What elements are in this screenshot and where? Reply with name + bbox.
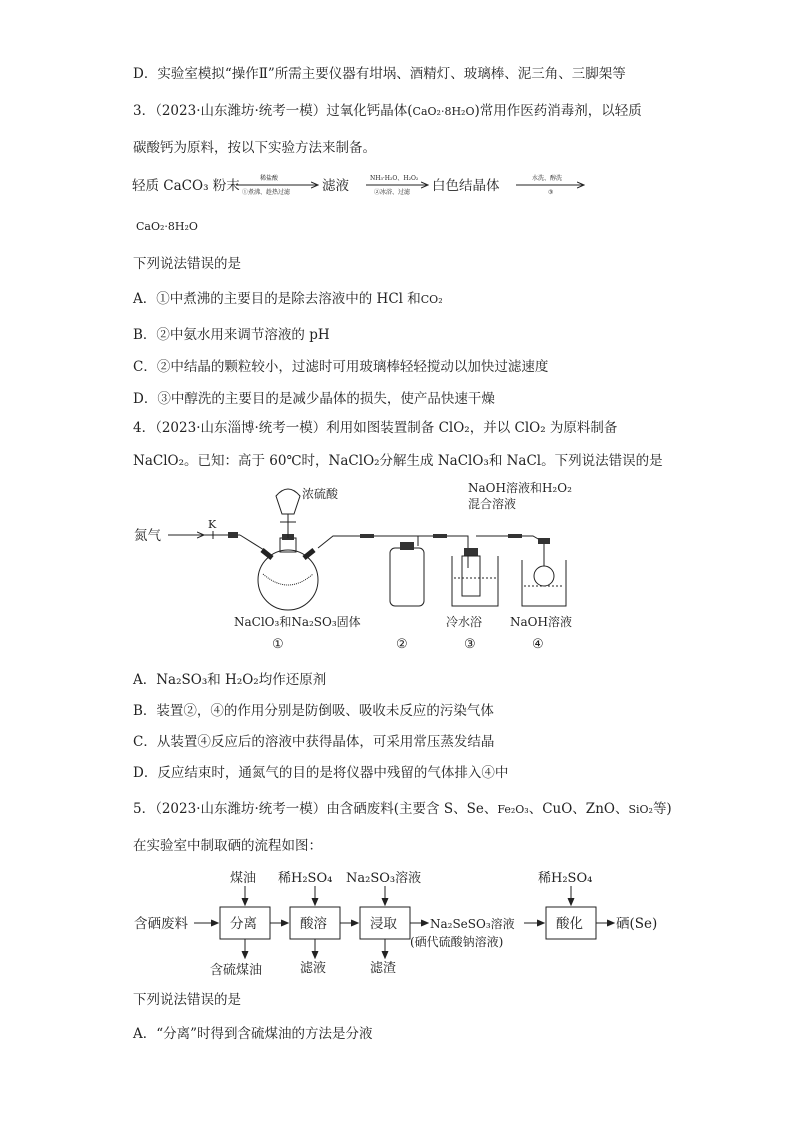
flow3-crystal: 白色结晶体 [432, 178, 500, 194]
solid-label: NaClO₃和Na₂SO₃固体 [234, 615, 361, 629]
box-leach: 浸取 [370, 916, 397, 932]
q3-option-a-text: A．①中煮沸的主要目的是除去溶液中的 HCl 和 [133, 291, 421, 307]
q5-formula-fe2o3: Fe₂O₃ [497, 803, 529, 816]
label-2: ② [396, 637, 408, 652]
flow3-arrow3-top: 水洗、醇洗 [532, 175, 563, 182]
reagent-kerosene: 煤油 [230, 871, 257, 886]
reagent-na2so3: Na₂SO₃溶液 [346, 871, 422, 886]
flow3-product: CaO₂·8H₂O [136, 220, 198, 233]
q3-flow-diagram [128, 168, 598, 236]
flow3-arrow2-bottom: ②冰浴、过滤 [374, 189, 411, 196]
output-residue: 滤渣 [370, 961, 397, 976]
question-3-stem-2: 碳酸钙为原料，按以下实验方法来制备。 [133, 140, 376, 156]
q4-option-d: D．反应结束时，通氮气的目的是将仪器中残留的气体排入④中 [133, 765, 509, 781]
product-se: 硒(Se) [616, 916, 658, 932]
q3-ask: 下列说法错误的是 [133, 256, 241, 272]
q4-apparatus-diagram [128, 478, 608, 656]
q4-option-c: C．从装置④反应后的溶液中获得晶体，可采用常压蒸发结晶 [133, 734, 495, 750]
option-d-prev: D．实验室模拟“操作Ⅱ”所需主要仪器有坩埚、酒精灯、玻璃棒、泥三角、三脚架等 [133, 66, 626, 82]
mid-solution-note: (硒代硫酸钠溶液) [410, 935, 504, 949]
conc-acid-label: 浓硫酸 [302, 487, 339, 501]
q5-flow-diagram [128, 862, 708, 984]
q3-option-d: D．③中醇洗的主要目的是减少晶体的损失，使产品快速干燥 [133, 391, 495, 407]
valve-label: K [208, 518, 217, 531]
q3-text-a: 3．（2023·山东潍坊·统考一模）过氧化钙晶体( [133, 103, 413, 119]
cold-bath-label: 冷水浴 [446, 615, 483, 629]
q3-option-b: B．②中氨水用来调节溶液的 pH [133, 327, 330, 343]
q3-option-c: C．②中结晶的颗粒较小，过滤时可用玻璃棒轻轻搅动以加快过滤速度 [133, 359, 549, 375]
reagent-h2so4-1: 稀H₂SO₄ [278, 871, 333, 886]
nitrogen-label: 氮气 [134, 528, 161, 544]
flow3-arrow1-top: 稀盐酸 [260, 175, 279, 182]
q5-ask: 下列说法错误的是 [133, 992, 241, 1008]
flow3-arrow1-bottom: ①煮沸、趁热过滤 [242, 189, 291, 196]
question-3-stem [133, 101, 642, 122]
mixture-label-2: 混合溶液 [468, 497, 517, 511]
label-1: ① [272, 637, 284, 652]
flow3-arrow3-bottom: ③ [548, 189, 554, 196]
q3-text-b: )常用作医药消毒剂，以轻质 [474, 103, 642, 119]
q5-text-b: 、CuO、ZnO、 [528, 801, 629, 817]
box-acid-dissolve: 酸溶 [300, 916, 327, 932]
naoh-label: NaOH溶液 [510, 615, 572, 629]
question-5-stem-2: 在实验室中制取硒的流程如图： [133, 838, 322, 854]
label-3: ③ [464, 637, 476, 652]
mixture-label-1: NaOH溶液和H₂O₂ [468, 481, 572, 495]
flow3-arrow2-top: NH₃·H₂O、H₂O₂ [370, 175, 419, 182]
q3-option-a-formula: CO₂ [420, 293, 443, 306]
q4-option-b: B．装置②，④的作用分别是防倒吸、吸收未反应的污染气体 [133, 703, 494, 719]
question-4-stem: 4．（2023·山东淄博·统考一模）利用如图装置制备 ClO₂，并以 ClO₂ 为原料制备 [133, 420, 618, 436]
output-filtrate: 滤液 [300, 961, 327, 976]
feed-label: 含硒废料 [134, 916, 188, 932]
q5-formula-sio2: SiO₂ [628, 803, 653, 816]
box-separate: 分离 [230, 916, 257, 932]
flow3-start: 轻质 CaCO₃ 粉末 [132, 178, 240, 194]
q4-option-a: A．Na₂SO₃和 H₂O₂均作还原剂 [133, 672, 327, 688]
output-sulfur-kerosene: 含硫煤油 [210, 963, 263, 978]
q5-text-a: 5．（2023·山东潍坊·统考一模）由含硒废料(主要含 S、Se、 [133, 801, 498, 817]
mid-solution: Na₂SeSO₃溶液 [430, 917, 515, 931]
question-4-stem-2: NaClO₂。已知：高于 60℃时，NaClO₂分解生成 NaClO₃和 NaCl。下列说法错误的是 [133, 453, 663, 469]
q5-text-c: 等) [652, 801, 672, 817]
box-acidify: 酸化 [556, 916, 583, 932]
q3-option-a [133, 289, 443, 310]
reagent-h2so4-2: 稀H₂SO₄ [538, 871, 593, 886]
q3-formula: CaO₂·8H₂O [412, 105, 475, 118]
flow3-filtrate: 滤液 [322, 178, 349, 194]
question-5-stem [133, 799, 672, 820]
q5-option-a: A．“分离”时得到含硫煤油的方法是分液 [133, 1026, 373, 1042]
label-4: ④ [532, 637, 544, 652]
